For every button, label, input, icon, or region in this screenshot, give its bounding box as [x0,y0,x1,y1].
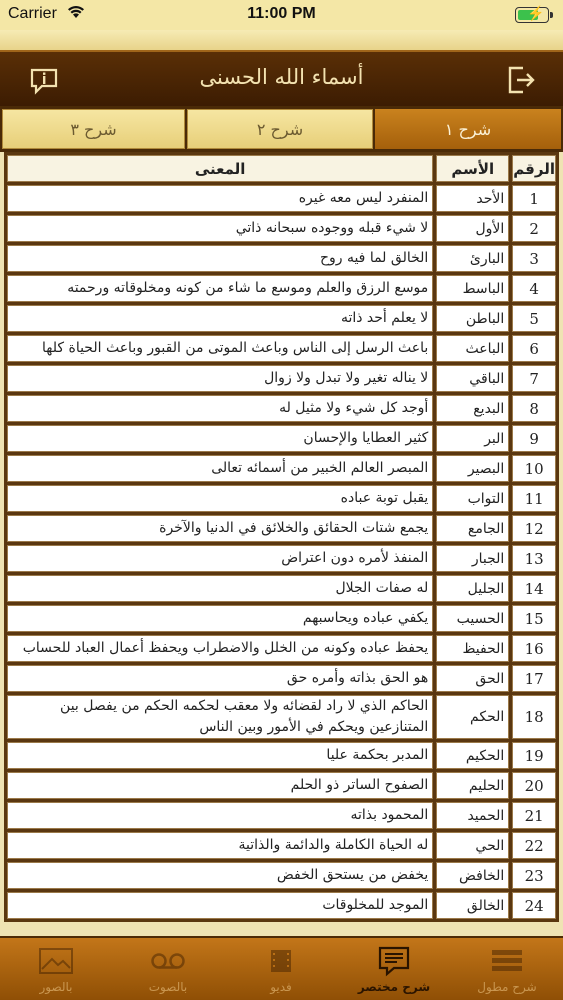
row-name: الباعث [436,335,509,362]
image-icon [38,947,74,975]
table-row[interactable] [7,365,556,392]
row-number: 14 [512,575,556,602]
row-meaning: المحمود بذاته [7,802,433,829]
tab-video[interactable] [225,938,337,1000]
table-row[interactable] [7,185,556,212]
explanation-tabs [0,106,563,152]
row-meaning: الحاكم الذي لا راد لقضائه ولا معقب لحكمه الحكم من يفصل بين المتنازعين ويحكم في الأمور وبين الناس [7,695,433,739]
header-decoration [0,30,563,50]
table-row[interactable] [7,772,556,799]
row-meaning: يحفظ عباده وكونه من الخلل والاضطراب ويحفظ أعمال العباد للحساب [7,635,433,662]
table-row[interactable] [7,395,556,422]
row-name: الجامع [436,515,509,542]
row-number: 7 [512,365,556,392]
row-meaning: لا شيء قبله ووجوده سبحانه ذاتي [7,215,433,242]
list-icon [490,947,524,975]
row-number: 21 [512,802,556,829]
exit-button[interactable] [505,64,537,96]
row-name: الخالق [436,892,509,919]
table-row[interactable] [7,275,556,302]
row-number: 10 [512,455,556,482]
table-row[interactable] [7,742,556,769]
row-meaning: هو الحق بذاته وأمره حق [7,665,433,692]
tab-audio-label: بالصوت [148,980,188,994]
tab-long-explanation-label: شرح مطول [477,980,537,994]
row-number: 18 [512,695,556,739]
row-name: البديع [436,395,509,422]
bottom-tab-bar [0,936,563,1000]
row-number: 11 [512,485,556,512]
tab-explanation-3[interactable]: شرح ٣ [2,109,185,149]
table-row[interactable] [7,862,556,889]
row-number: 24 [512,892,556,919]
row-meaning: موسع الرزق والعلم وموسع ما شاء من كونه ومخلوقاته ورحمته [7,275,433,302]
row-meaning: لا يناله تغير ولا تبدل ولا زوال [7,365,433,392]
chat-icon [377,945,411,977]
table-row[interactable] [7,335,556,362]
names-table [4,152,559,922]
tab-short-explanation[interactable] [338,938,450,1000]
row-number: 3 [512,245,556,272]
row-name: الحق [436,665,509,692]
row-meaning: المبصر العالم الخبير من أسمائه تعالى [7,455,433,482]
row-name: الأحد [436,185,509,212]
tab-video-label: فديو [270,980,292,994]
row-number: 13 [512,545,556,572]
table-row[interactable] [7,305,556,332]
row-meaning: يخفض من يستحق الخفض [7,862,433,889]
title-bar [0,50,563,106]
row-meaning: الموجد للمخلوقات [7,892,433,919]
page-title: أسماء الله الحسنى [199,65,364,89]
column-header-name: الأسم [436,155,509,182]
table-header-row [7,155,556,182]
table-row[interactable] [7,635,556,662]
row-name: الأول [436,215,509,242]
row-number: 8 [512,395,556,422]
table-row[interactable] [7,245,556,272]
row-meaning: المنفرد ليس معه غيره [7,185,433,212]
tab-audio[interactable] [112,938,224,1000]
row-number: 15 [512,605,556,632]
row-number: 6 [512,335,556,362]
names-table-container[interactable] [4,152,559,936]
row-number: 19 [512,742,556,769]
row-name: الحكم [436,695,509,739]
row-name: الحميد [436,802,509,829]
tab-explanation-1[interactable]: شرح ١ [375,109,561,149]
table-row[interactable] [7,485,556,512]
row-number: 5 [512,305,556,332]
row-meaning: يجمع شتات الحقائق والخلائق في الدنيا والآخرة [7,515,433,542]
table-row[interactable] [7,425,556,452]
table-row[interactable] [7,695,556,739]
table-row[interactable] [7,665,556,692]
row-meaning: باعث الرسل إلى الناس وباعث الموتى من القبور وباعث الحياة كلها [7,335,433,362]
row-number: 23 [512,862,556,889]
row-meaning: الصفوح الساتر ذو الحلم [7,772,433,799]
row-number: 16 [512,635,556,662]
table-row[interactable] [7,605,556,632]
row-meaning: الخالق لما فيه روح [7,245,433,272]
row-meaning: يقبل توبة عباده [7,485,433,512]
table-row[interactable] [7,545,556,572]
row-name: الباقي [436,365,509,392]
row-name: الحكيم [436,742,509,769]
row-number: 22 [512,832,556,859]
row-name: الحليم [436,772,509,799]
exit-icon [505,64,537,96]
row-number: 4 [512,275,556,302]
row-number: 9 [512,425,556,452]
row-name: الباطن [436,305,509,332]
row-name: الباسط [436,275,509,302]
status-bar [0,0,563,30]
tab-long-explanation[interactable] [451,938,563,1000]
table-row[interactable] [7,215,556,242]
row-name: الجبار [436,545,509,572]
tab-short-explanation-label: شرح مختصر [357,980,431,994]
column-header-meaning: المعنى [7,155,433,182]
tab-images-label: بالصور [39,980,73,994]
row-name: التواب [436,485,509,512]
row-meaning: لا يعلم أحد ذاته [7,305,433,332]
row-number: 17 [512,665,556,692]
row-name: البارئ [436,245,509,272]
row-number: 12 [512,515,556,542]
row-meaning: له صفات الجلال [7,575,433,602]
row-meaning: أوجد كل شيء ولا مثيل له [7,395,433,422]
row-meaning: له الحياة الكاملة والدائمة والذاتية [7,832,433,859]
battery-icon: ⚡ [515,7,549,23]
table-row[interactable] [7,515,556,542]
row-meaning: كثير العطايا والإحسان [7,425,433,452]
tab-images[interactable] [0,938,112,1000]
table-row[interactable] [7,455,556,482]
row-name: الجليل [436,575,509,602]
voicemail-icon [150,951,186,971]
row-meaning: يكفي عباده ويحاسبهم [7,605,433,632]
video-icon [267,947,295,975]
row-number: 2 [512,215,556,242]
table-row[interactable] [7,575,556,602]
table-row[interactable] [7,892,556,919]
row-name: الحفيظ [436,635,509,662]
tab-explanation-2[interactable]: شرح ٢ [187,109,373,149]
status-time: 11:00 PM [247,5,316,22]
carrier-label: Carrier [8,5,57,22]
row-name: الخافض [436,862,509,889]
table-row[interactable] [7,832,556,859]
row-name: البصير [436,455,509,482]
table-row[interactable] [7,802,556,829]
row-meaning: المنفذ لأمره دون اعتراض [7,545,433,572]
row-name: البر [436,425,509,452]
row-meaning: المدبر بحكمة عليا [7,742,433,769]
row-name: الحي [436,832,509,859]
column-header-number: الرقم [512,155,556,182]
row-name: الحسيب [436,605,509,632]
row-number: 20 [512,772,556,799]
row-number: 1 [512,185,556,212]
